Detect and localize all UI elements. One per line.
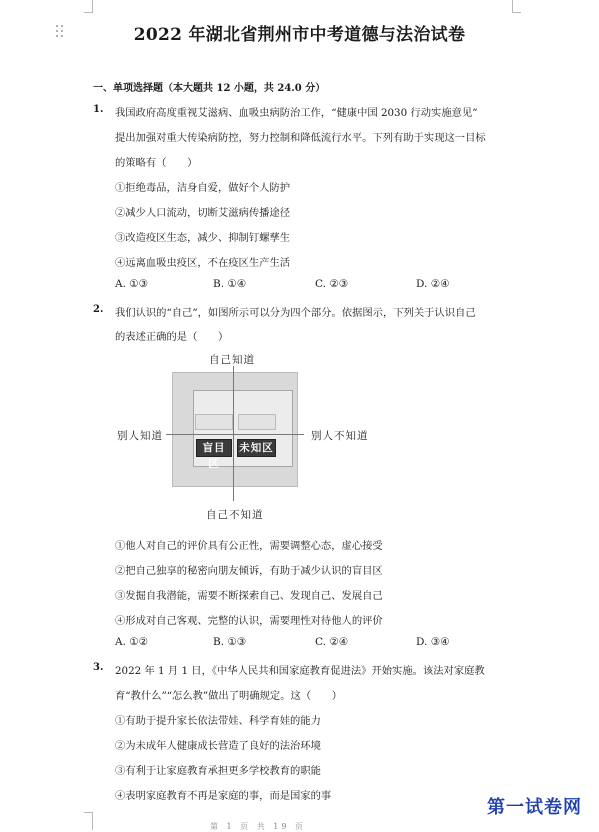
answer-option-b: B. ①③ [213,636,247,648]
question-number: 2. [93,304,104,315]
question-stem-line: 我们认识的“自己”，如图所示可以分为四个部分。依据图示，下列关于认识自己 [115,307,476,319]
figure-horizontal-axis [166,434,304,435]
answer-option-d: D. ②④ [416,278,450,290]
figure-cell-unknown: 未知区 [237,439,276,457]
figure-label-bottom: 自己不知道 [206,509,264,521]
section-heading: 一、单项选择题（本大题共 12 小题，共 24.0 分） [93,83,326,94]
statement: ②为未成年人健康成长营造了良好的法治环境 [115,740,321,752]
answer-option-b: B. ①④ [213,278,247,290]
statement: ②把自己独享的秘密向朋友倾诉，有助于减少认识的盲目区 [115,565,383,577]
question-stem-line: 2022 年 1 月 1 日，《中华人民共和国家庭教育促进法》开始实施。该法对家庭教 [115,665,485,677]
figure-label-right: 别人不知道 [311,430,369,442]
question-stem-line: 提出加强对重大传染病防控，努力控制和降低流行水平。下列有助于实现这一目标 [115,132,486,144]
statement: ②减少人口流动，切断艾滋病传播途径 [115,207,291,219]
statement: ①他人对自己的评价具有公正性，需要调整心态，虚心接受 [115,540,383,552]
figure-cell-blind: 盲目区 [196,439,232,457]
site-watermark: 第一试卷网 [487,797,582,818]
figure-label-left: 别人知道 [117,430,163,442]
answer-option-d: D. ③④ [416,636,450,648]
question-stem-line: 的表述正确的是（ ） [115,331,229,343]
question-number: 1. [93,104,104,115]
figure-cell-open [195,414,233,430]
answer-option-c: C. ②③ [315,278,349,290]
question-stem-line: 的策略有（ ） [115,157,198,169]
answer-option-a: A. ①② [115,636,149,648]
statement: ④表明家庭教育不再是家庭的事，而是国家的事 [115,790,332,802]
question-stem-line: 育“教什么”“怎么教”做出了明确规定。这（ ） [115,690,342,702]
statement: ④形成对自己客观、完整的认识，需要理性对待他人的评价 [115,615,383,627]
figure-label-top: 自己知道 [209,354,255,366]
statement: ①拒绝毒品，洁身自爱，做好个人防护 [115,182,291,194]
page-corner-mark-bottom-left [84,812,93,830]
statement: ④远离血吸虫疫区，不在疫区生产生活 [115,257,291,269]
answer-option-c: C. ②④ [315,636,349,648]
figure-cell-hidden [238,414,276,430]
question-stem-line: 我国政府高度重视艾滋病、血吸虫病防治工作，“健康中国 2030 行动实施意见” [115,107,478,119]
statement: ①有助于提升家长依法带娃、科学育娃的能力 [115,715,321,727]
question-number: 3. [93,662,104,673]
page-title: 2022 年湖北省荆州市中考道德与法治试卷 [133,25,466,45]
statement: ③有利于让家庭教育承担更多学校教育的职能 [115,765,321,777]
answer-option-a: A. ①③ [115,278,149,290]
page-footer: 第 1 页 共 19 页 [210,822,306,831]
page-corner-mark-top-left [84,0,93,13]
page-corner-mark-top-right [512,0,521,13]
statement: ③发掘自我潜能，需要不断探索自己、发现自己、发展自己 [115,590,383,602]
statement: ③改造疫区生态，减少、抑制钉螺孳生 [115,232,291,244]
